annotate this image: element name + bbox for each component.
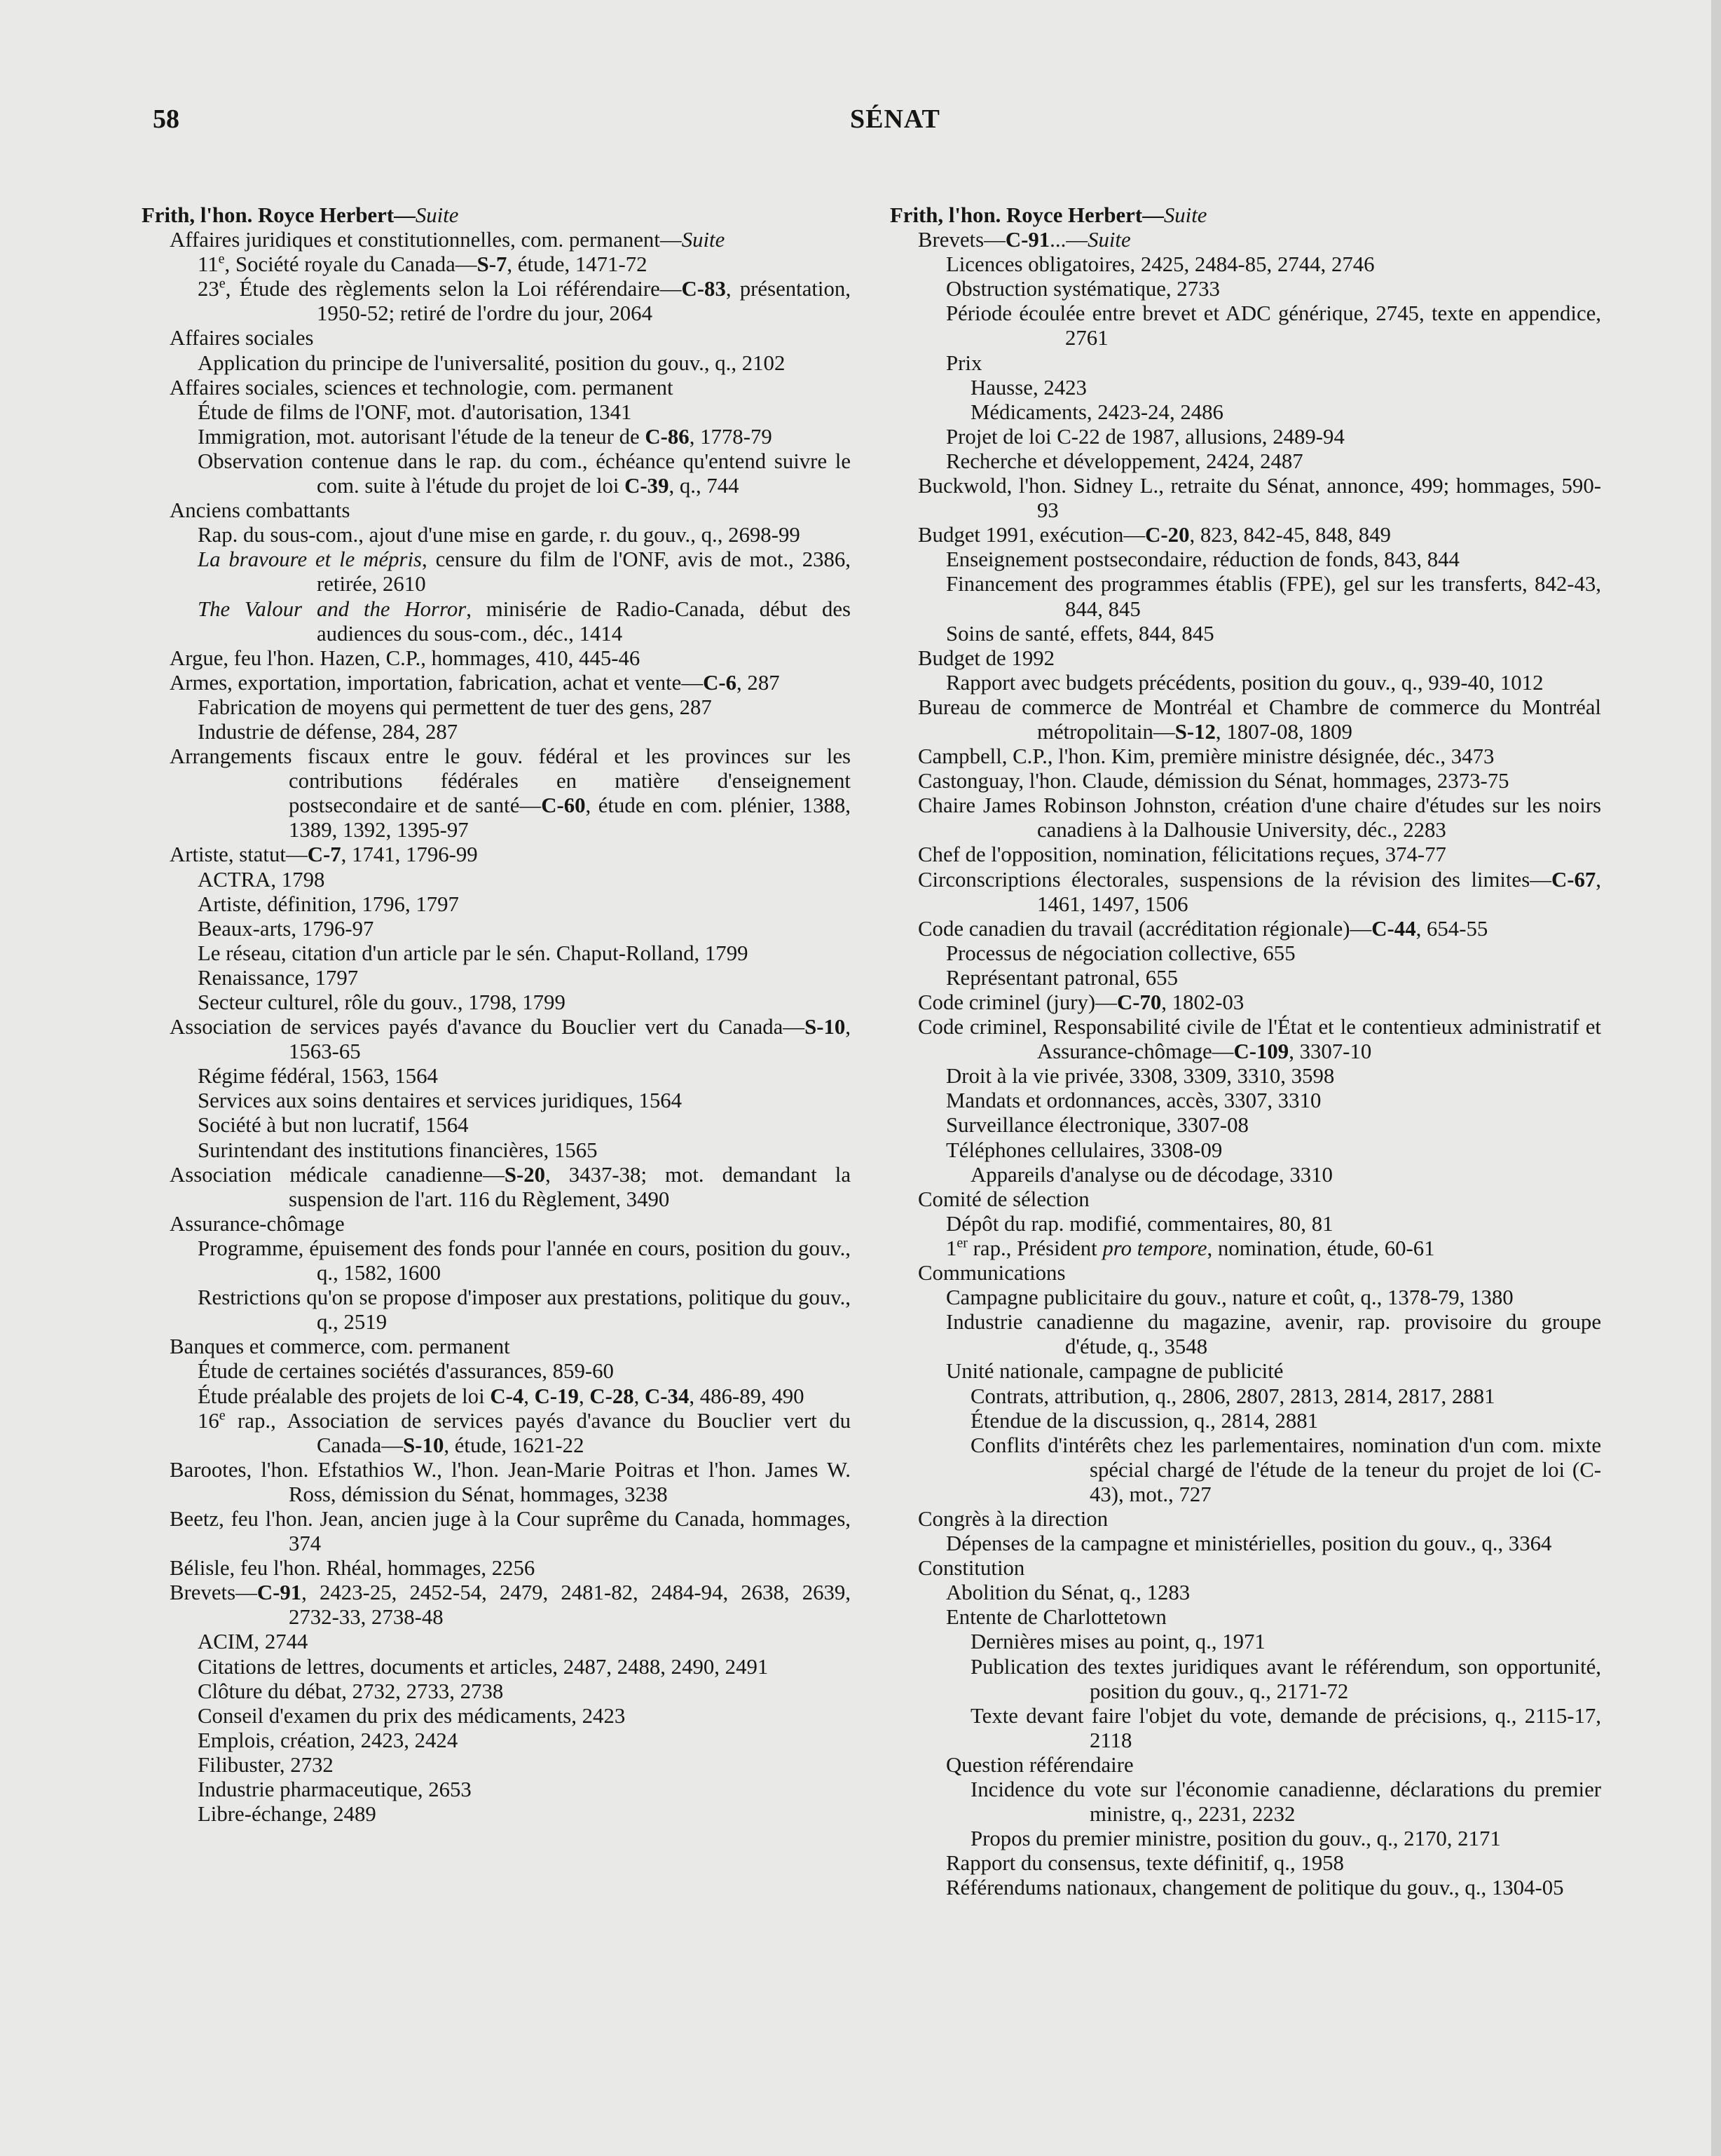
index-entry: Association médicale canadienne—S-20, 3437-38; mot. demandant la suspension de l'art. 116 du Règlement, 3490 [170,1162,851,1211]
index-entry: Communications [918,1261,1066,1285]
index-entry: Beetz, feu l'hon. Jean, ancien juge à la Cour suprême du Canada, hommages, 374 [170,1506,851,1556]
index-entry: Buckwold, l'hon. Sidney L., retraite du Sénat, annonce, 499; hommages, 590-93 [918,474,1601,523]
index-entry: Arrangements fiscaux entre le gouv. fédéral et les provinces sur les contributions fédérales en matière d'enseignement postsecondaire et de santé—C-60, étude en com. plénier, 1388, 1389, 1392, 1395-97 [170,744,851,842]
index-entry: Banques et commerce, com. permanent [170,1335,510,1359]
index-entry: Campagne publicitaire du gouv., nature et coût, q., 1378-79, 1380 [946,1285,1514,1310]
index-entry: Conseil d'examen du prix des médicaments, 2423 [198,1703,626,1728]
index-entry: Restrictions qu'on se propose d'imposer aux prestations, politique du gouv., q., 2519 [198,1285,851,1335]
index-entry: Surveillance électronique, 3307-08 [946,1113,1249,1138]
index-entry: Castonguay, l'hon. Claude, démission du Sénat, hommages, 2373-75 [918,769,1509,793]
index-entry: Régime fédéral, 1563, 1564 [198,1064,438,1089]
index-entry: Code criminel, Responsabilité civile de l'État et le contentieux administratif et Assurance-chômage—C-109, 3307-10 [918,1015,1601,1064]
index-entry: Armes, exportation, importation, fabrication, achat et vente—C-6, 287 [170,670,780,695]
index-entry: Immigration, mot. autorisant l'étude de la teneur de C-86, 1778-79 [198,424,772,449]
index-entry: Texte devant faire l'objet du vote, demande de précisions, q., 2115-17, 2118 [971,1703,1601,1752]
index-entry: Hausse, 2423 [971,375,1087,400]
index-entry: Constitution [918,1556,1025,1581]
index-entry: Représentant patronal, 655 [946,965,1178,990]
index-column-right [890,203,1601,1900]
index-column-left [142,203,851,1827]
index-entry: Association de services payés d'avance du Bouclier vert du Canada—S-10, 1563-65 [170,1015,851,1064]
index-entry: Brevets—C-91...—Suite [918,228,1131,252]
index-entry: Obstruction systématique, 2733 [946,277,1220,301]
index-entry: Citations de lettres, documents et articles, 2487, 2488, 2490, 2491 [198,1654,769,1679]
index-entry: Code canadien du travail (accréditation régionale)—C-44, 654-55 [918,916,1488,941]
index-entry: Recherche et développement, 2424, 2487 [946,449,1303,473]
index-entry: Surintendant des institutions financières, 1565 [198,1138,598,1162]
index-entry: Congrès à la direction [918,1506,1109,1531]
index-entry: Observation contenue dans le rap. du com., échéance qu'entend suivre le com. suite à l'étude du projet de loi C-39, q., 744 [198,449,851,498]
index-entry: Budget 1991, exécution—C-20, 823, 842-45, 848, 849 [918,523,1391,547]
index-entry: Chaire James Robinson Johnston, création d'une chaire d'études sur les noirs canadiens à la Dalhousie University, déc., 2283 [918,793,1601,842]
index-entry: Comité de sélection [918,1187,1090,1211]
index-entry: Incidence du vote sur l'économie canadienne, déclarations du premier ministre, q., 2231, 2232 [971,1778,1601,1827]
index-entry: Licences obligatoires, 2425, 2484-85, 2744, 2746 [946,252,1375,277]
index-entry: Rap. du sous-com., ajout d'une mise en garde, r. du gouv., q., 2698-99 [198,523,800,547]
index-entry: Dépenses de la campagne et ministérielles, position du gouv., q., 3364 [946,1531,1552,1556]
index-entry: Industrie de défense, 284, 287 [198,719,458,744]
index-entry: Soins de santé, effets, 844, 845 [946,621,1214,646]
index-entry: Publication des textes juridiques avant le référendum, son opportunité, position du gouv., q., 2171-72 [971,1654,1601,1703]
index-entry: Services aux soins dentaires et services juridiques, 1564 [198,1089,683,1113]
index-entry: 1er rap., Président pro tempore, nomination, étude, 60-61 [946,1235,1435,1260]
index-entry: 23e, Étude des règlements selon la Loi référendaire—C-83, présentation, 1950-52; retiré de l'ordre du jour, 2064 [198,276,851,326]
index-entry: Artiste, définition, 1796, 1797 [198,892,459,916]
index-entry: Médicaments, 2423-24, 2486 [971,400,1223,424]
index-entry: Application du principe de l'universalité, position du gouv., q., 2102 [198,350,786,375]
index-entry: Libre-échange, 2489 [198,1802,376,1827]
index-entry: Renaissance, 1797 [198,965,359,990]
index-entry: Bélisle, feu l'hon. Rhéal, hommages, 2256 [170,1556,535,1581]
index-entry: Secteur culturel, rôle du gouv., 1798, 1799 [198,990,565,1014]
index-entry: Programme, épuisement des fonds pour l'année en cours, position du gouv., q., 1582, 1600 [198,1236,851,1285]
index-entry: Affaires sociales [170,326,314,350]
index-entry: Appareils d'analyse ou de décodage, 3310 [971,1162,1333,1187]
index-entry: Brevets—C-91, 2423-25, 2452-54, 2479, 2481-82, 2484-94, 2638, 2639, 2732-33, 2738-48 [170,1581,851,1630]
index-entry: La bravoure et le mépris, censure du film de l'ONF, avis de mot., 2386, retirée, 2610 [198,547,851,596]
index-entry: Le réseau, citation d'un article par le sén. Chaput-Rolland, 1799 [198,941,748,965]
index-entry: The Valour and the Horror, minisérie de Radio-Canada, début des audiences du sous-com., déc., 1414 [198,596,851,646]
index-entry: Propos du premier ministre, position du gouv., q., 2170, 2171 [971,1827,1501,1851]
index-entry: Référendums nationaux, changement de politique du gouv., q., 1304-05 [946,1876,1564,1900]
index-entry: Mandats et ordonnances, accès, 3307, 3310 [946,1089,1322,1113]
page-edge [1711,0,1721,2156]
index-entry: Code criminel (jury)—C-70, 1802-03 [918,990,1245,1014]
index-entry: Filibuster, 2732 [198,1752,334,1777]
index-entry: Étude préalable des projets de loi C-4, C-19, C-28, C-34, 486-89, 490 [198,1384,804,1408]
index-entry: Droit à la vie privée, 3308, 3309, 3310, 3598 [946,1064,1335,1089]
index-entry: Étendue de la discussion, q., 2814, 2881 [971,1408,1319,1433]
index-entry: 16e rap., Association de services payés d'avance du Bouclier vert du Canada—S-10, étude, 1621-22 [198,1407,851,1457]
index-entry: Bureau de commerce de Montréal et Chambre de commerce du Montréal métropolitain—S-12, 1807-08, 1809 [918,695,1601,744]
index-entry: Contrats, attribution, q., 2806, 2807, 2813, 2814, 2817, 2881 [971,1384,1495,1408]
page-header: SÉNAT [850,104,940,134]
index-entry: Budget de 1992 [918,646,1055,670]
index-entry: 11e, Société royale du Canada—S-7, étude, 1471-72 [198,251,647,277]
index-entry: ACTRA, 1798 [198,867,325,892]
index-entry: Industrie pharmaceutique, 2653 [198,1778,472,1801]
index-entry: Conflits d'intérêts chez les parlementaires, nomination d'un com. mixte spécial chargé de l'étude de la teneur du projet de loi (C-43), mot., 727 [971,1433,1601,1506]
index-entry: Fabrication de moyens qui permettent de tuer des gens, 287 [198,695,712,719]
index-entry: Chef de l'opposition, nomination, félicitations reçues, 374-77 [918,842,1446,867]
index-entry: Question référendaire [946,1752,1134,1777]
index-entry: Unité nationale, campagne de publicité [946,1359,1284,1384]
index-entry: Affaires juridiques et constitutionnelles, com. permanent—Suite [170,228,725,252]
index-entry: Téléphones cellulaires, 3308-09 [946,1138,1223,1162]
index-entry: Prix [946,350,982,375]
index-entry: Dépôt du rap. modifié, commentaires, 80, 81 [946,1211,1333,1236]
index-entry: Campbell, C.P., l'hon. Kim, première ministre désignée, déc., 3473 [918,744,1495,769]
index-entry: Industrie canadienne du magazine, avenir, rap. provisoire du groupe d'étude, q., 3548 [946,1310,1601,1359]
index-entry: Dernières mises au point, q., 1971 [971,1630,1266,1654]
index-entry: Barootes, l'hon. Efstathios W., l'hon. Jean-Marie Poitras et l'hon. James W. Ross, démission du Sénat, hommages, 3238 [170,1457,851,1506]
index-entry: Emplois, création, 2423, 2424 [198,1728,458,1752]
index-entry: Affaires sociales, sciences et technologie, com. permanent [170,375,673,400]
index-entry: Assurance-chômage [170,1211,345,1236]
index-entry: Période écoulée entre brevet et ADC générique, 2745, texte en appendice, 2761 [946,301,1601,350]
index-entry: Clôture du débat, 2732, 2733, 2738 [198,1679,504,1703]
index-entry: Circonscriptions électorales, suspensions de la révision des limites—C-67, 1461, 1497, 1506 [918,867,1601,916]
page-number: 58 [153,104,179,134]
index-entry: Beaux-arts, 1796-97 [198,916,374,941]
index-entry: Processus de négociation collective, 655 [946,941,1296,965]
index-entry: Frith, l'hon. Royce Herbert—Suite [142,203,459,227]
index-entry: Étude de films de l'ONF, mot. d'autorisation, 1341 [198,400,632,424]
index-entry: Anciens combattants [170,498,350,523]
index-entry: Rapport avec budgets précédents, position du gouv., q., 939-40, 1012 [946,670,1544,695]
index-entry: Argue, feu l'hon. Hazen, C.P., hommages, 410, 445-46 [170,646,640,670]
index-entry: ACIM, 2744 [198,1630,308,1654]
index-entry: Société à but non lucratif, 1564 [198,1113,469,1138]
index-entry: Artiste, statut—C-7, 1741, 1796-99 [170,842,478,867]
index-entry: Entente de Charlottetown [946,1605,1167,1630]
index-entry: Financement des programmes établis (FPE), gel sur les transferts, 842-43, 844, 845 [946,572,1601,621]
index-entry: Étude de certaines sociétés d'assurances, 859-60 [198,1359,614,1384]
index-entry: Enseignement postsecondaire, réduction de fonds, 843, 844 [946,547,1460,572]
index-entry: Abolition du Sénat, q., 1283 [946,1581,1191,1605]
index-entry: Frith, l'hon. Royce Herbert—Suite [890,203,1207,227]
index-entry: Rapport du consensus, texte définitif, q., 1958 [946,1851,1344,1876]
index-entry: Projet de loi C-22 de 1987, allusions, 2489-94 [946,424,1345,449]
